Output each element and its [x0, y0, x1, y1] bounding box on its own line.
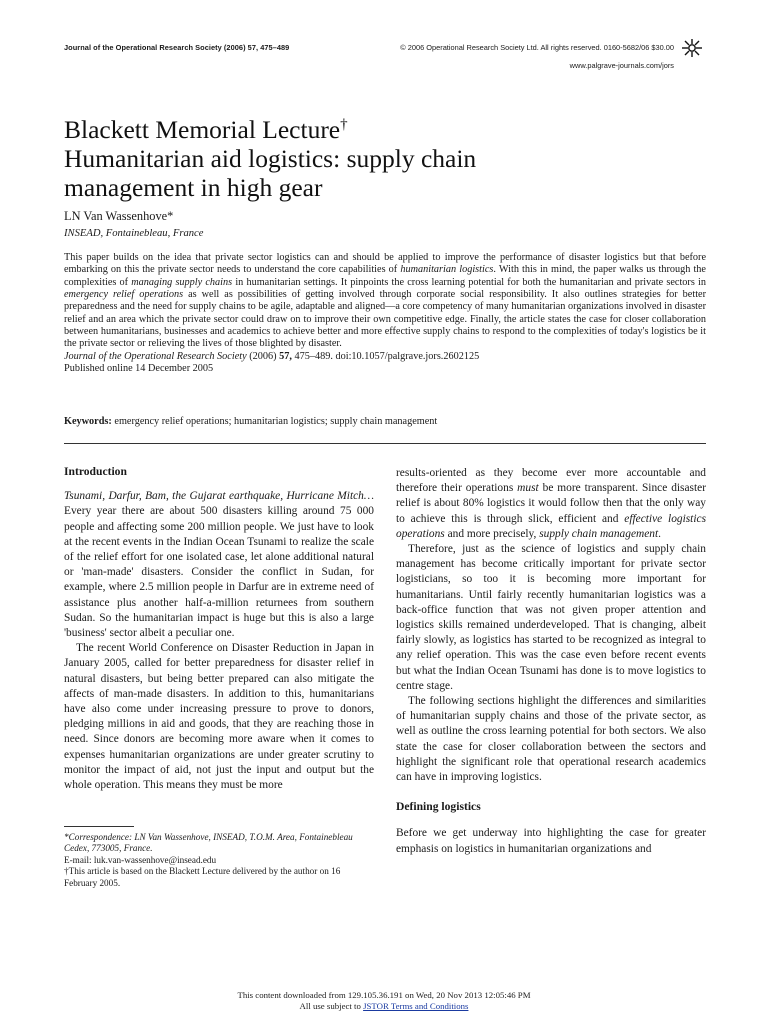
heading-introduction: Introduction — [64, 465, 127, 478]
text-segment: results-oriented as they become ever more accountable and therefore their operations — [396, 467, 706, 495]
terms-line — [0, 1001, 768, 1012]
citation-journal: Journal of the Operational Research Society — [64, 350, 247, 362]
citation-doi[interactable]: 475–489. doi:10.1057/palgrave.jors.2602125 — [291, 350, 480, 362]
keywords — [64, 416, 706, 427]
abstract-segment: . With this in mind, the paper walks us through the complexities of — [64, 264, 706, 288]
abstract-italic: humanitarian logistics — [400, 264, 494, 276]
title-line-3: management in high gear — [64, 173, 323, 202]
title-line-2: Humanitarian aid logistics: supply chain — [64, 144, 477, 173]
download-line: This content downloaded from 129.105.36.191 on Wed, 20 Nov 2013 12:05:46 PM — [237, 990, 531, 1000]
italic-segment: effective logistics operations — [396, 512, 706, 540]
jstor-terms-link[interactable]: JSTOR Terms and Conditions — [363, 1000, 469, 1011]
footnote-divider — [64, 826, 134, 827]
right-paragraph-4: Before we get underway into highlighting the case for greater emphasis on logistics in humanitarian organizations and — [396, 827, 706, 855]
abstract — [64, 252, 706, 375]
citation — [64, 351, 706, 363]
citation-year: (2006) — [246, 350, 280, 362]
text-segment: and more precisely, — [444, 527, 540, 540]
right-paragraph-2: Therefore, just as the science of logistics and supply chain management has become critically important for private sector logisticians, so too it is becoming more important for humanitarians. Until fairly recently humanitarian logistics was a back-office function that was not given proper attention and logistics skills remained underdeveloped. That is changing, albeit fairly slowly, as logistics has started to be recognized as integral to any relief operation. This was the case even before recent events but what the Indian Ocean Tsunami has done is to move logistics to centre stage. — [396, 543, 706, 692]
right-paragraph-3: The following sections highlight the differences and similarities of humanitarian supply chains and those of the private sector, as well as outline the cross learning potential for both sectors. We also state the case for closer collaboration between the sectors and highlight the significant role that operational research academics can have in improving logistics. — [396, 695, 706, 784]
text-segment: . — [658, 527, 662, 540]
heading-defining-logistics: Defining logistics — [396, 800, 481, 814]
italic-segment: supply chain management — [539, 527, 659, 540]
section-divider — [64, 443, 706, 444]
intro-paragraph-1 — [64, 489, 374, 641]
left-column — [64, 464, 374, 793]
author-affiliation: INSEAD, Fontainebleau, France — [64, 228, 204, 239]
title-line-1: Blackett Memorial Lecture — [64, 115, 341, 144]
title-dagger: † — [340, 116, 348, 133]
journal-url[interactable]: www.palgrave-journals.com/jors — [569, 61, 674, 70]
correspondence-note: *Correspondence: LN Van Wassenhove, INSEAD, T.O.M. Area, Fontainebleau Cedex, 773005, France. — [64, 832, 353, 854]
dagger-note: †This article is based on the Blackett Lecture delivered by the author on 16 February 2005. — [64, 866, 341, 888]
keywords-label: Keywords: — [64, 416, 112, 427]
italic-segment: must — [517, 482, 539, 495]
published-date: Published online 14 December 2005 — [64, 363, 214, 375]
citation-volume: 57, — [279, 350, 292, 362]
right-column — [396, 466, 706, 857]
intro-italic: Tsunami, Darfur, Bam, the Gujarat earthquake, Hurricane Mitch… — [64, 490, 374, 503]
text-segment: be more transparent. Since disaster relief is about 80% logistics it would follow then that the only way to achieve this is through slick, efficient and — [396, 482, 706, 525]
abstract-text — [64, 252, 706, 351]
author-name: LN Van Wassenhove* — [64, 209, 174, 223]
abstract-segment: This paper builds on the idea that private sector logistics can and should be applied to improve the performance of disaster logistics but that before embarking on this the private sector needs to understand the core capabilities of — [64, 252, 706, 276]
abstract-italic: emergency relief operations — [64, 289, 184, 301]
intro-text: Every year there are about 500 disasters killing around 75 000 people and affecting some 200 million people. We just have to look at the recent events in the Indian Ocean Tsunami to realize the scale of the relief effort for one isolated case, let alone additional natural or 'man-made' disasters. Consider the conflict in Sudan, for example, where 2.5 million people in Darfur are in extreme need of assistance plus another half-a-million returnees from southern Sudan. So the humanitarian impact is huge but this is also a large 'business' sector albeit a peculiar one. — [64, 505, 374, 640]
download-notice — [0, 990, 768, 1011]
abstract-italic: managing supply chains — [131, 276, 233, 288]
abstract-segment: as well as possibilities of getting involved through corporate social responsibility. It also outlines strategies for better preparedness and the need for supply chains to be agile, adaptable and aligned—a core competency of many humanitarian organizations involved in disaster relief and an area which the private sector could draw on to improve their own competitive edge. Finally, the article states the case for closer collaboration between humanitarians, businesses and academics to achieve better and more effective supply chains to respond to the complexities of today's logistics be it the private sector or relieving the lives of those blighted by disaster. — [64, 289, 707, 350]
footnotes — [64, 832, 374, 889]
article-title — [64, 115, 624, 202]
palgrave-logo-icon — [680, 38, 704, 58]
right-paragraph-1 — [396, 466, 706, 542]
keywords-text: emergency relief operations; humanitarian logistics; supply chain management — [111, 416, 438, 427]
terms-prefix: All use subject to — [299, 1000, 364, 1011]
copyright-notice: © 2006 Operational Research Society Ltd. All rights reserved. 0160-5682/06 $30.00 — [400, 43, 674, 52]
journal-reference: Journal of the Operational Research Society (2006) 57, 475–489 — [64, 43, 290, 52]
abstract-segment: in humanitarian settings. It pinpoints the cross learning potential for both the humanitarian and private sectors in — [232, 276, 706, 288]
email-note[interactable]: E-mail: luk.van-wassenhove@insead.edu — [64, 854, 217, 865]
intro-paragraph-2: The recent World Conference on Disaster Reduction in Japan in January 2005, called for better preparedness for disaster relief in natural disasters, but being better prepared can also mitigate the affects of man-made disasters. In addition to this, humanitarians have also come under increasing pressure to prove to donors, pledging millions in aid and goods, that they are reaching those in need. Since donors are becoming more aware when it comes to expenses humanitarian organizations are under greater scrutiny to monitor the impact of aid, not just the input and output but the whole operation. This means they must be more — [64, 642, 374, 792]
